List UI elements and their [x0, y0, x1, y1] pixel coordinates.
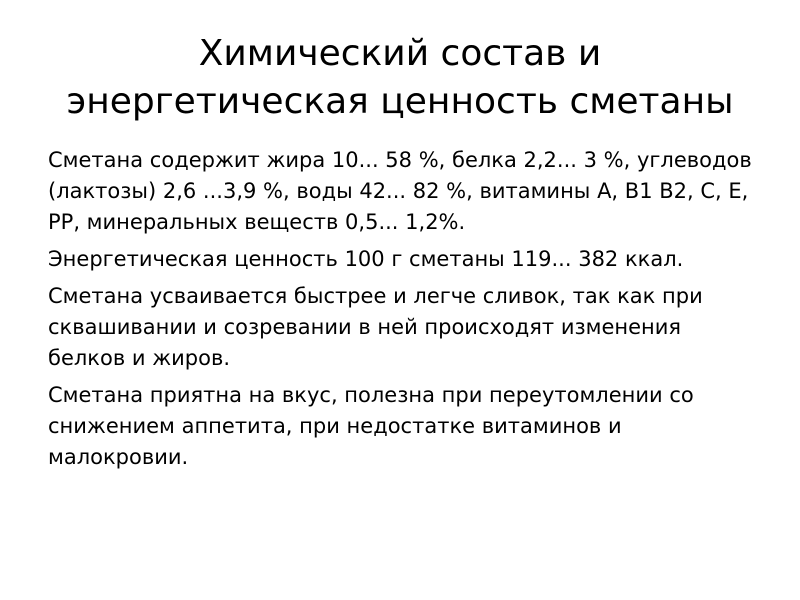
digestibility-paragraph: Сметана усваивается быстрее и легче сливок, так как при сквашивании и созревании в ней происходят изменения белков и жиров. [48, 284, 703, 370]
slide-title-line-1: Химический состав и [198, 33, 602, 74]
slide-title [20, 30, 780, 126]
composition-paragraph: Сметана содержит жира 10... 58 %, белка 2,2... 3 %, углеводов (лактозы) 2,6 ...3,9 %, воды 42... 82 %, витамины А, В1 В2, С, Е, РР, минеральных веществ 0,5... 1,2%. [48, 148, 752, 234]
slide-title-line-2: энергетическая ценность сметаны [66, 81, 734, 122]
slide-body [48, 145, 758, 479]
benefits-paragraph: Сметана приятна на вкус, полезна при переутомлении со снижением аппетита, при недостатке витаминов и малокровии. [48, 383, 694, 469]
energy-value-paragraph: Энергетическая ценность 100 г сметаны 119... 382 ккал. [48, 247, 684, 271]
